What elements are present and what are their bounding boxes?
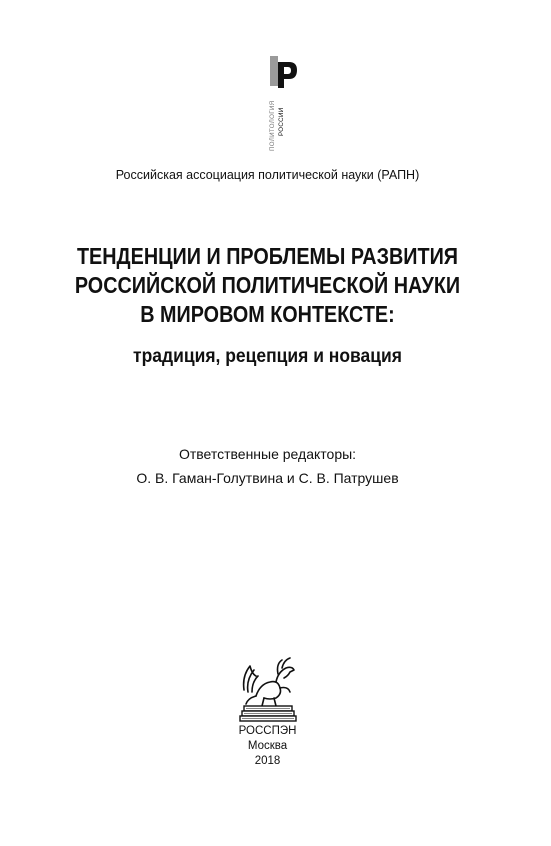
publisher-name: РОССПЭН — [238, 725, 297, 737]
title-line-2: РОССИЙСКОЙ ПОЛИТИЧЕСКОЙ НАУКИ — [74, 272, 461, 298]
title-line-1: ТЕНДЕНЦИИ И ПРОБЛЕМЫ РАЗВИТИЯ — [76, 243, 459, 269]
organization-name: Российская ассоциация политической науки (РАПН) — [115, 168, 420, 182]
series-logo-mark — [264, 56, 298, 154]
editors-label: Ответственные редакторы: — [178, 446, 357, 462]
book-subtitle: традиция, рецепция и новация — [133, 346, 402, 367]
series-logo-text-right: РОССИИ — [278, 107, 285, 136]
book-title — [37, 242, 497, 329]
publication-city: Москва — [247, 740, 288, 752]
editors-names: О. В. Гаман-Голутвина и С. В. Патрушев — [136, 470, 399, 486]
series-logo — [264, 56, 298, 154]
editors-block — [0, 442, 535, 490]
series-logo-text-left: ПОЛИТОЛОГИЯ — [269, 100, 276, 151]
publisher-logo — [236, 654, 300, 722]
imprint-block — [0, 724, 535, 769]
publication-year: 2018 — [254, 755, 281, 767]
griffin-emblem-icon — [236, 654, 300, 722]
title-line-3: В МИРОВОМ КОНТЕКСТЕ: — [140, 301, 395, 327]
